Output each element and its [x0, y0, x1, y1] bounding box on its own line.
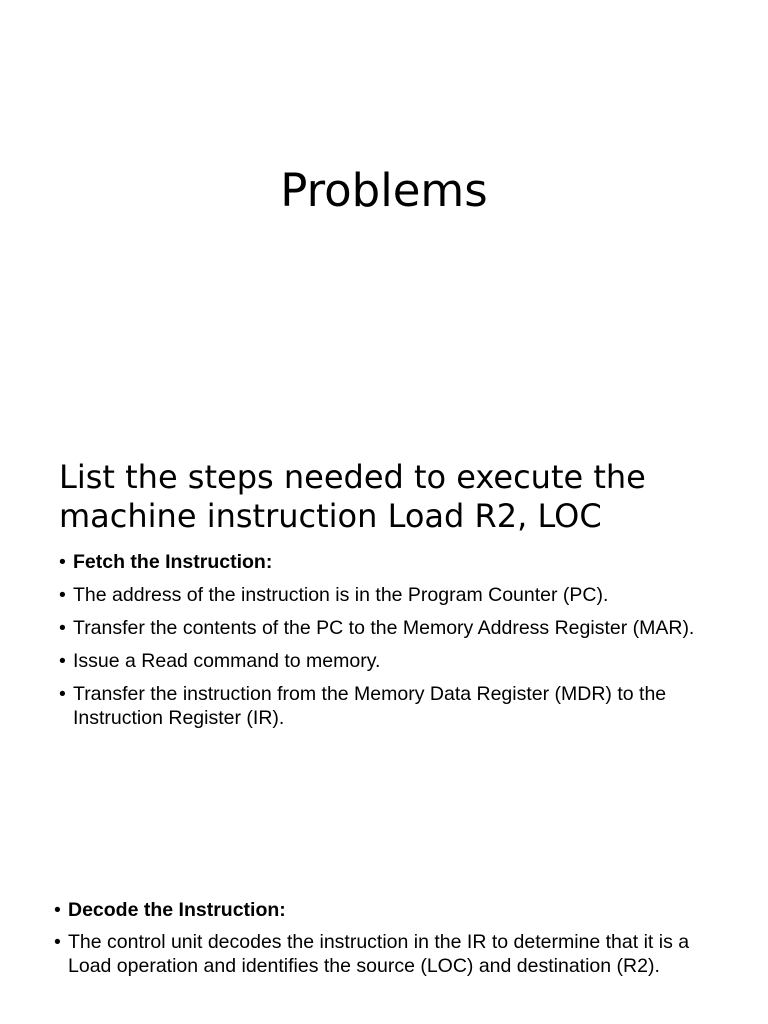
list-item: [59, 583, 719, 607]
list-item: [59, 649, 719, 673]
fetch-step-text: The address of the instruction is in the Program Counter (PC).: [73, 584, 609, 606]
bullet-icon: •: [59, 683, 66, 705]
page-title: Problems: [280, 164, 488, 217]
list-item: [54, 898, 714, 922]
fetch-steps-list: [59, 550, 719, 739]
decode-step-text: The control unit decodes the instruction in the IR to determine that it is a Load operation and identifies the source (LOC) and destination (R2).: [68, 931, 690, 977]
decode-label: Decode the Instruction:: [68, 899, 286, 921]
list-item: [59, 682, 719, 730]
fetch-step-text: Transfer the contents of the PC to the Memory Address Register (MAR).: [73, 617, 695, 639]
bullet-icon: •: [59, 584, 66, 606]
decode-steps-list: [54, 898, 714, 986]
list-item: [59, 616, 719, 640]
bullet-icon: •: [59, 617, 66, 639]
bullet-icon: •: [54, 899, 61, 921]
bullet-icon: •: [59, 551, 66, 573]
list-item: [54, 930, 714, 978]
list-item: [59, 550, 719, 574]
bullet-icon: •: [59, 650, 66, 672]
fetch-label: Fetch the Instruction:: [73, 551, 273, 573]
problem-heading: List the steps needed to execute the machine instruction Load R2, LOC: [59, 458, 646, 535]
fetch-step-text: Issue a Read command to memory.: [73, 650, 381, 672]
bullet-icon: •: [54, 931, 61, 953]
fetch-step-text: Transfer the instruction from the Memory Data Register (MDR) to the Instruction Register (IR).: [73, 683, 667, 729]
